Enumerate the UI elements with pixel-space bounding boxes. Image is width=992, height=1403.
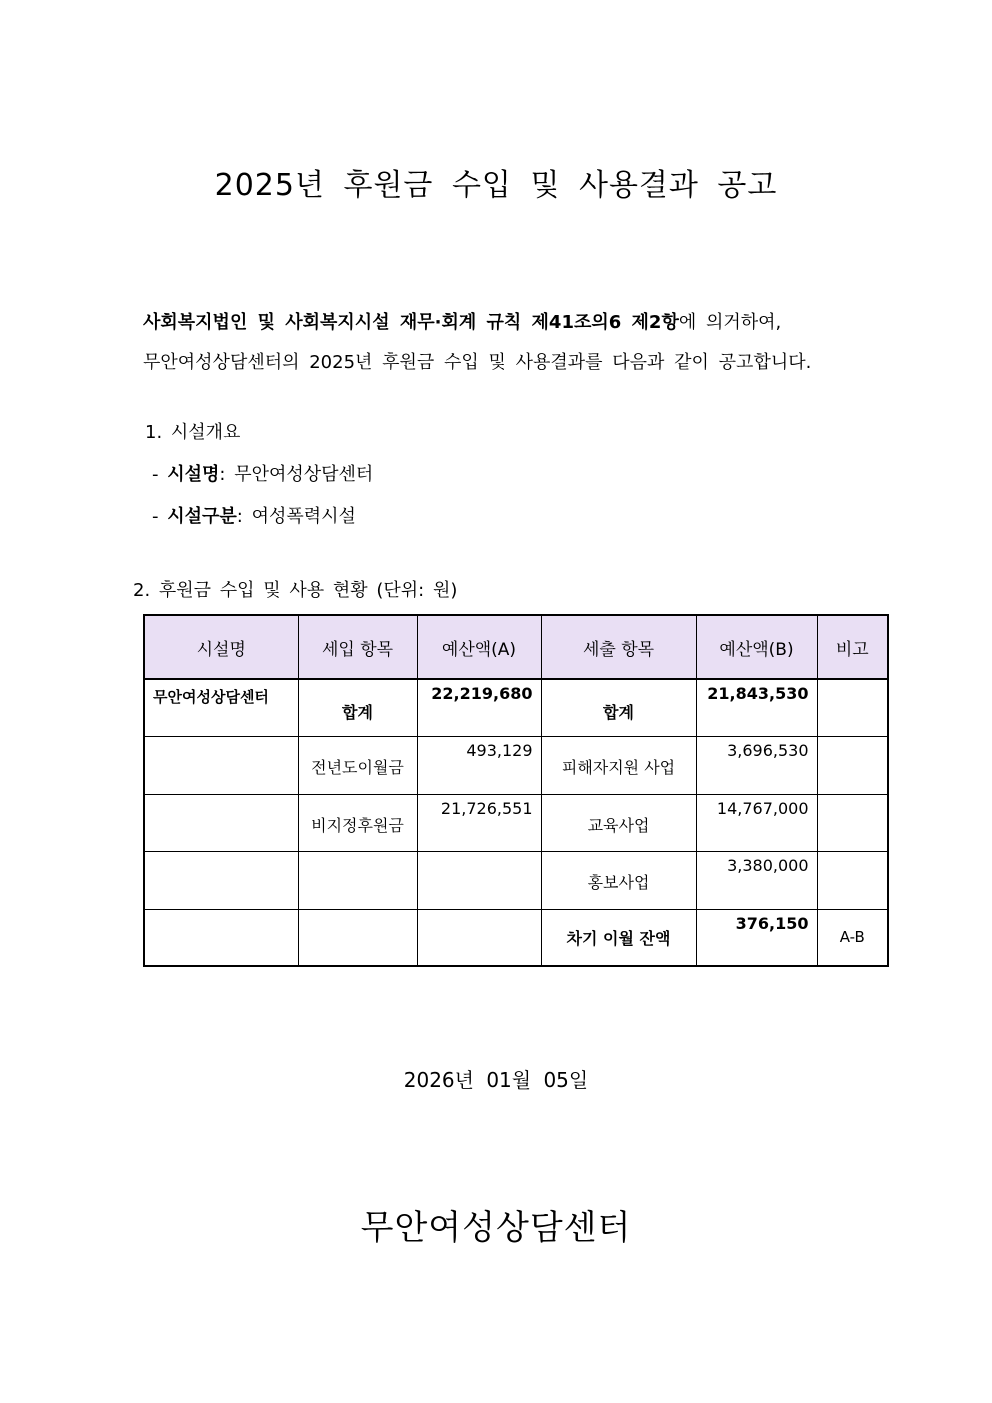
income-amount-cell: 493,129 [466,741,533,760]
dash: - [152,506,159,527]
expense-amount-cell: 3,380,000 [727,856,809,875]
expense-item-cell: 차기 이월 잔액 [566,929,671,948]
announcement-date: 2026년 01월 05일 [403,1068,589,1092]
table-row [144,910,888,967]
dash: - [152,464,159,485]
note-cell: A-B [839,928,865,946]
expense-amount-cell: 376,150 [735,914,809,933]
donation-table [143,614,889,967]
table-header-row [144,615,888,679]
intro-line-1 [143,308,781,334]
income-amount-cell: 21,726,551 [440,799,533,818]
facility-type-value: : 여성폭력시설 [236,506,356,527]
income-item-cell: 합계 [342,703,373,722]
expense-item-cell: 교육사업 [587,816,650,835]
facility-cell: 무안여성상담센터 [153,688,269,706]
facility-name-value: : 무안여성상담센터 [219,464,374,485]
income-item-cell: 비지정후원금 [311,816,404,835]
header-note: 비고 [817,615,888,679]
expense-item-cell: 홍보사업 [587,873,650,892]
table-row [144,737,888,795]
facility-type-label: 시설구분 [167,506,237,527]
section-1-heading: 1. 시설개요 [145,422,241,443]
organization-name: 무안여성상담센터 [360,1208,632,1248]
expense-amount-cell: 14,767,000 [716,799,809,818]
facility-name-line [152,460,373,486]
income-amount-cell: 22,219,680 [431,684,533,703]
table-row [144,852,888,910]
intro-line-2: 무안여성상담센터의 2025년 후원금 수입 및 사용결과를 다음과 같이 공고합니다. [143,352,812,373]
header-income-amount: 예산액(A) [417,615,541,679]
header-expense-item: 세출 항목 [541,615,696,679]
facility-type-line [152,502,356,528]
header-expense-amount: 예산액(B) [696,615,817,679]
income-item-cell: 전년도이월금 [311,758,404,777]
document-title: 2025년 후원금 수입 및 사용결과 공고 [214,168,778,203]
table-row [144,679,888,737]
expense-amount-cell: 3,696,530 [727,741,809,760]
expense-item-cell: 합계 [603,703,634,722]
expense-amount-cell: 21,843,530 [707,684,809,703]
header-income-item: 세입 항목 [298,615,417,679]
intro-line-1-rest: 에 의거하여, [678,312,782,333]
section-2-heading: 2. 후원금 수입 및 사용 현황 (단위: 원) [133,580,458,601]
table-row [144,795,888,852]
intro-regulation: 사회복지법인 및 사회복지시설 재무·회계 규칙 제41조의6 제2항 [143,312,679,333]
facility-name-label: 시설명 [167,464,220,485]
expense-item-cell: 피해자지원 사업 [561,758,676,777]
header-facility: 시설명 [144,615,298,679]
